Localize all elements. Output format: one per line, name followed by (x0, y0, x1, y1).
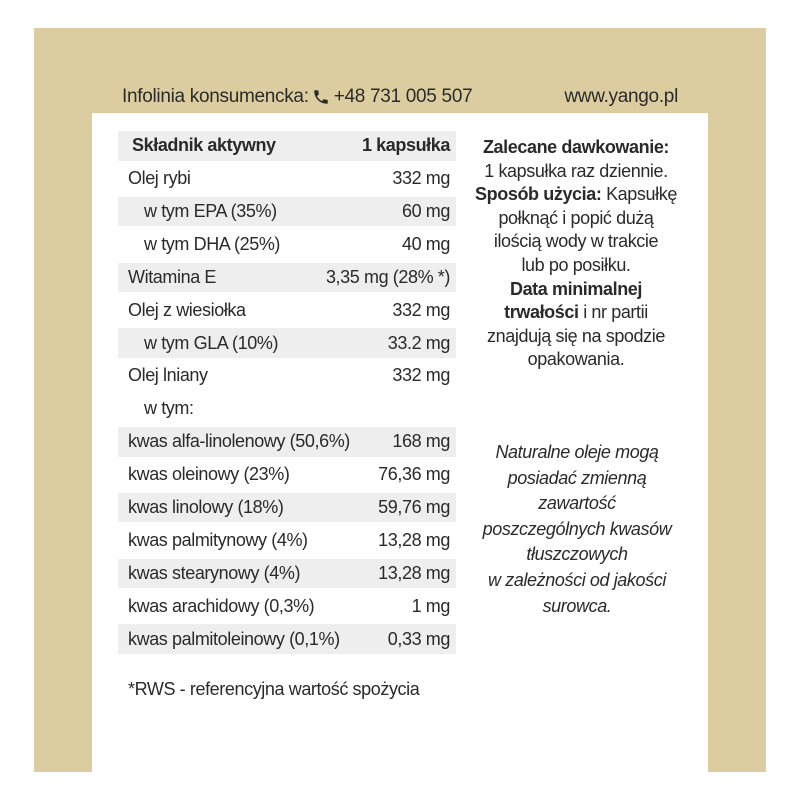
expiry-line-3: znajdują się na spodzie (487, 325, 665, 346)
ingredient-amount: 3,35 mg (28% *) (325, 266, 450, 287)
ingredient-name: w tym: (144, 398, 194, 419)
note-line: Naturalne oleje mogą (495, 442, 659, 462)
nutrition-table (118, 131, 456, 657)
usage-line-2: połknąć i popić dużą (498, 207, 654, 228)
ingredient-name: Witamina E (128, 266, 217, 287)
table-row (118, 295, 456, 325)
dosage-title: Zalecane dawkowanie: (482, 137, 670, 157)
ingredient-amount: 13,28 mg (378, 562, 450, 583)
ingredient-name: Olej lniany (128, 365, 208, 386)
ingredient-amount: 332 mg (392, 365, 450, 386)
ingredient-name: w tym DHA (25%) (144, 233, 281, 254)
ingredient-amount: 332 mg (392, 299, 450, 320)
ingredient-name: kwas palmitoleinowy (0,1%) (128, 628, 340, 649)
expiry-line-1: Data minimalnej (509, 278, 643, 299)
ingredient-name: w tym EPA (35%) (144, 201, 277, 222)
phone-number: +48 731 005 507 (333, 86, 473, 107)
usage-line-3: ilością wody w trakcie (493, 231, 659, 252)
table-row (118, 460, 456, 490)
ingredient-amount: 76,36 mg (378, 464, 450, 485)
expiry-text: i nr partii (583, 302, 648, 323)
ingredient-amount: 59,76 mg (378, 497, 450, 518)
ingredient-amount: 1 mg (411, 595, 450, 616)
ingredient-name: Olej rybi (128, 168, 191, 189)
ingredient-name: kwas stearynowy (4%) (128, 562, 301, 583)
ingredient-amount: 33.2 mg (387, 332, 450, 353)
table-row (118, 230, 456, 260)
ingredient-amount: 60 mg (401, 201, 450, 222)
table-row (118, 394, 456, 424)
note-line: zawartość (538, 493, 616, 514)
expiry-bold: trwałości (504, 302, 579, 323)
table-row (118, 197, 456, 227)
rws-footnote: *RWS - referencyjna wartość spożycia (128, 679, 420, 699)
ingredient-name: Olej z wiesiołka (128, 299, 246, 320)
note-line: poszczególnych kwasów (482, 518, 672, 539)
table-row (118, 493, 456, 523)
table-row (118, 164, 456, 194)
consumer-infoline (122, 84, 678, 110)
table-row (118, 559, 456, 589)
note-line: w zależności od jakości (488, 569, 666, 590)
usage-line-1 (470, 183, 682, 207)
usage-title: Sposób użycia: (475, 184, 602, 205)
ingredient-name: kwas oleinowy (23%) (128, 464, 290, 485)
ingredient-amount: 332 mg (392, 168, 450, 189)
column-header-amount: 1 kapsułka (361, 135, 450, 156)
ingredient-name: kwas arachidowy (0,3%) (128, 595, 315, 616)
ingredient-amount: 0,33 mg (387, 628, 450, 649)
note-line: tłuszczowych (526, 544, 628, 565)
infoline-left (122, 86, 472, 108)
table-row (118, 263, 456, 293)
ingredient-amount: 168 mg (392, 431, 450, 452)
table-row (118, 361, 456, 391)
ingredient-amount: 13,28 mg (378, 529, 450, 550)
infoline-label: Infolinia konsumencka: (122, 86, 309, 107)
usage-line-4: lub po posiłku. (521, 254, 631, 275)
website-url: www.yango.pl (564, 86, 678, 107)
table-row (118, 624, 456, 654)
ingredient-name: kwas palmitynowy (4%) (128, 529, 308, 550)
expiry-line-4: opakowania. (527, 349, 625, 370)
table-row (118, 591, 456, 621)
expiry-line-2 (470, 301, 682, 325)
column-header-ingredient: Składnik aktywny (132, 135, 276, 156)
dosage-instructions (470, 136, 682, 372)
phone-icon (312, 88, 330, 106)
table-row (118, 526, 456, 556)
note-line: posiadać zmienną (507, 467, 647, 488)
ingredient-amount: 40 mg (401, 233, 450, 254)
table-header-row (118, 131, 456, 161)
table-row (118, 328, 456, 358)
note-line: surowca. (542, 595, 612, 616)
dosage-text: 1 kapsułka raz dziennie. (484, 160, 668, 181)
table-row (118, 427, 456, 457)
ingredient-name: kwas linolowy (18%) (128, 497, 284, 518)
natural-oils-note (462, 440, 692, 619)
ingredient-name: kwas alfa-linolenowy (50,6%) (128, 431, 350, 452)
ingredient-name: w tym GLA (10%) (144, 332, 279, 353)
usage-text-1: Kapsułkę (606, 184, 677, 205)
